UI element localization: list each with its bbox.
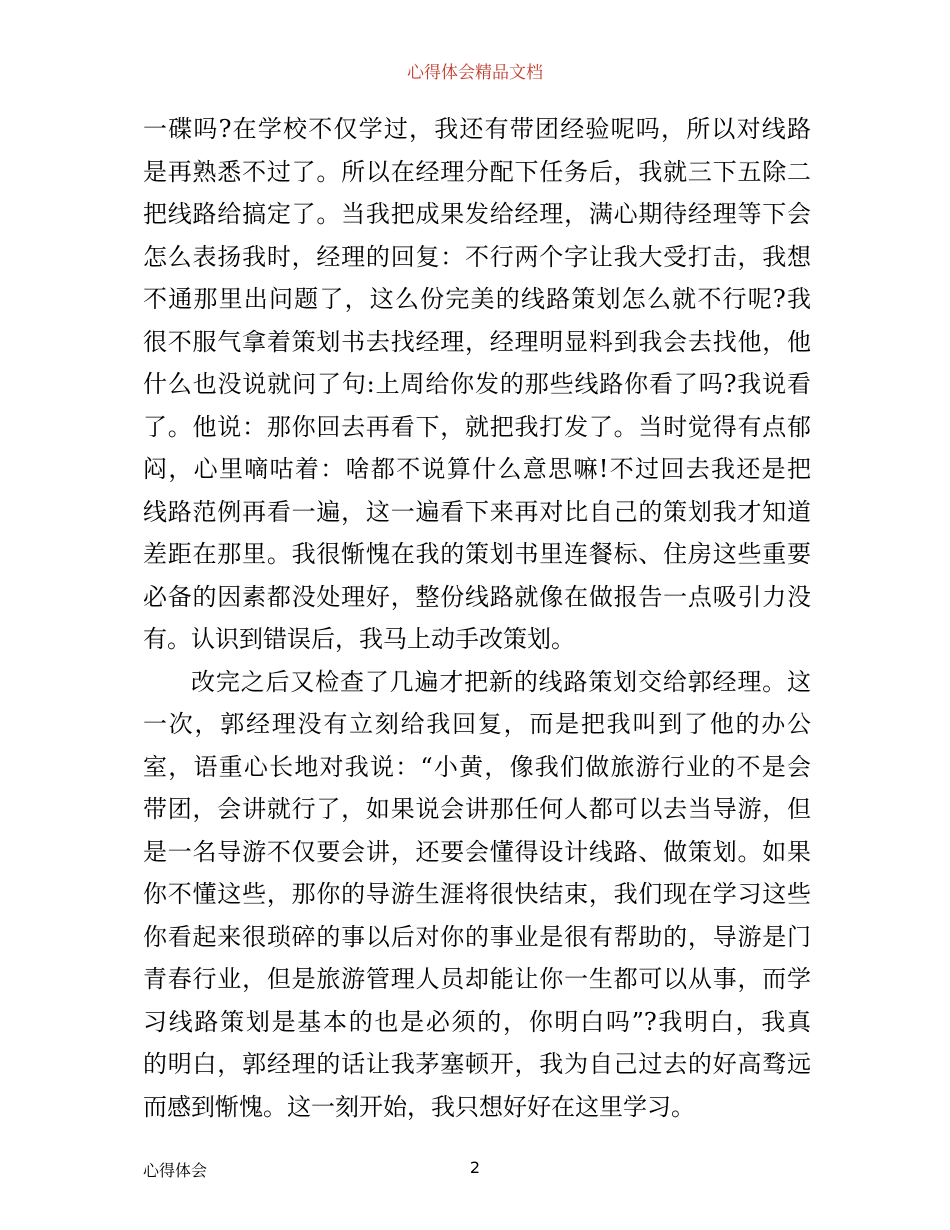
text-line: 很不服气拿着策划书去找经理，经理明显料到我会去找他，他 — [143, 327, 811, 356]
document-body — [143, 108, 811, 1128]
text-line: 是再熟悉不过了。所以在经理分配下任务后，我就三下五除二 — [143, 157, 811, 186]
text-line: 带团，会讲就行了，如果说会讲那任何人都可以去当导游，但 — [143, 795, 811, 823]
text-line: 有。认识到错误后，我马上动手改策划。 — [143, 625, 575, 653]
text-line: 差距在那里。我很惭愧在我的策划书里连餐标、住房这些重要 — [143, 540, 811, 568]
text-line: 习线路策划是基本的也是必须的，你明白吗”?我明白，我真 — [143, 1007, 811, 1036]
text-line: 的明白，郭经理的话让我茅塞顿开，我为自己过去的好高骛远 — [143, 1050, 811, 1078]
paragraph-1 — [143, 108, 811, 661]
text-line: 改完之后又检查了几遍才把新的线路策划交给郭经理。这 — [191, 667, 811, 696]
text-line: 是一名导游不仅要会讲，还要会懂得设计线路、做策划。如果 — [143, 837, 811, 866]
text-line: 线路范例再看一遍，这一遍看下来再对比自己的策划我才知道 — [143, 497, 811, 526]
text-line: 把线路给搞定了。当我把成果发给经理，满心期待经理等下会 — [143, 200, 811, 228]
text-line: 什么也没说就问了句:上周给你发的那些线路你看了吗?我说看 — [143, 370, 811, 398]
text-line: 一碟吗?在学校不仅学过，我还有带团经验呢吗，所以对线路 — [143, 115, 811, 143]
text-line: 不通那里出问题了，这么份完美的线路策划怎么就不行呢?我 — [143, 285, 811, 313]
page-header-title: 心得体会精品文档 — [407, 63, 543, 83]
text-line: 必备的因素都没处理好，整份线路就像在做报告一点吸引力没 — [143, 582, 811, 611]
page-number: 2 — [469, 1158, 481, 1177]
text-line: 了。他说：那你回去再看下，就把我打发了。当时觉得有点郁 — [143, 412, 811, 441]
text-line: 一次，郭经理没有立刻给我回复，而是把我叫到了他的办公 — [143, 710, 811, 738]
paragraph-2 — [143, 661, 811, 1129]
text-line: 室，语重心长地对我说：“小黄，像我们做旅游行业的不是会 — [143, 752, 811, 781]
text-line: 你看起来很琐碎的事以后对你的事业是很有帮助的，导游是门 — [143, 922, 811, 951]
text-line: 怎么表扬我时，经理的回复：不行两个字让我大受打击，我想 — [143, 242, 811, 271]
text-line: 闷，心里嘀咕着：啥都不说算什么意思嘛!不过回去我还是把 — [143, 455, 811, 483]
text-line: 你不懂这些，那你的导游生涯将很快结束，我们现在学习这些 — [143, 880, 811, 908]
text-line: 而感到惭愧。这一刻开始，我只想好好在这里学习。 — [143, 1092, 695, 1121]
text-line: 青春行业，但是旅游管理人员却能让你一生都可以从事，而学 — [143, 965, 811, 993]
footer-label: 心得体会 — [143, 1161, 208, 1180]
